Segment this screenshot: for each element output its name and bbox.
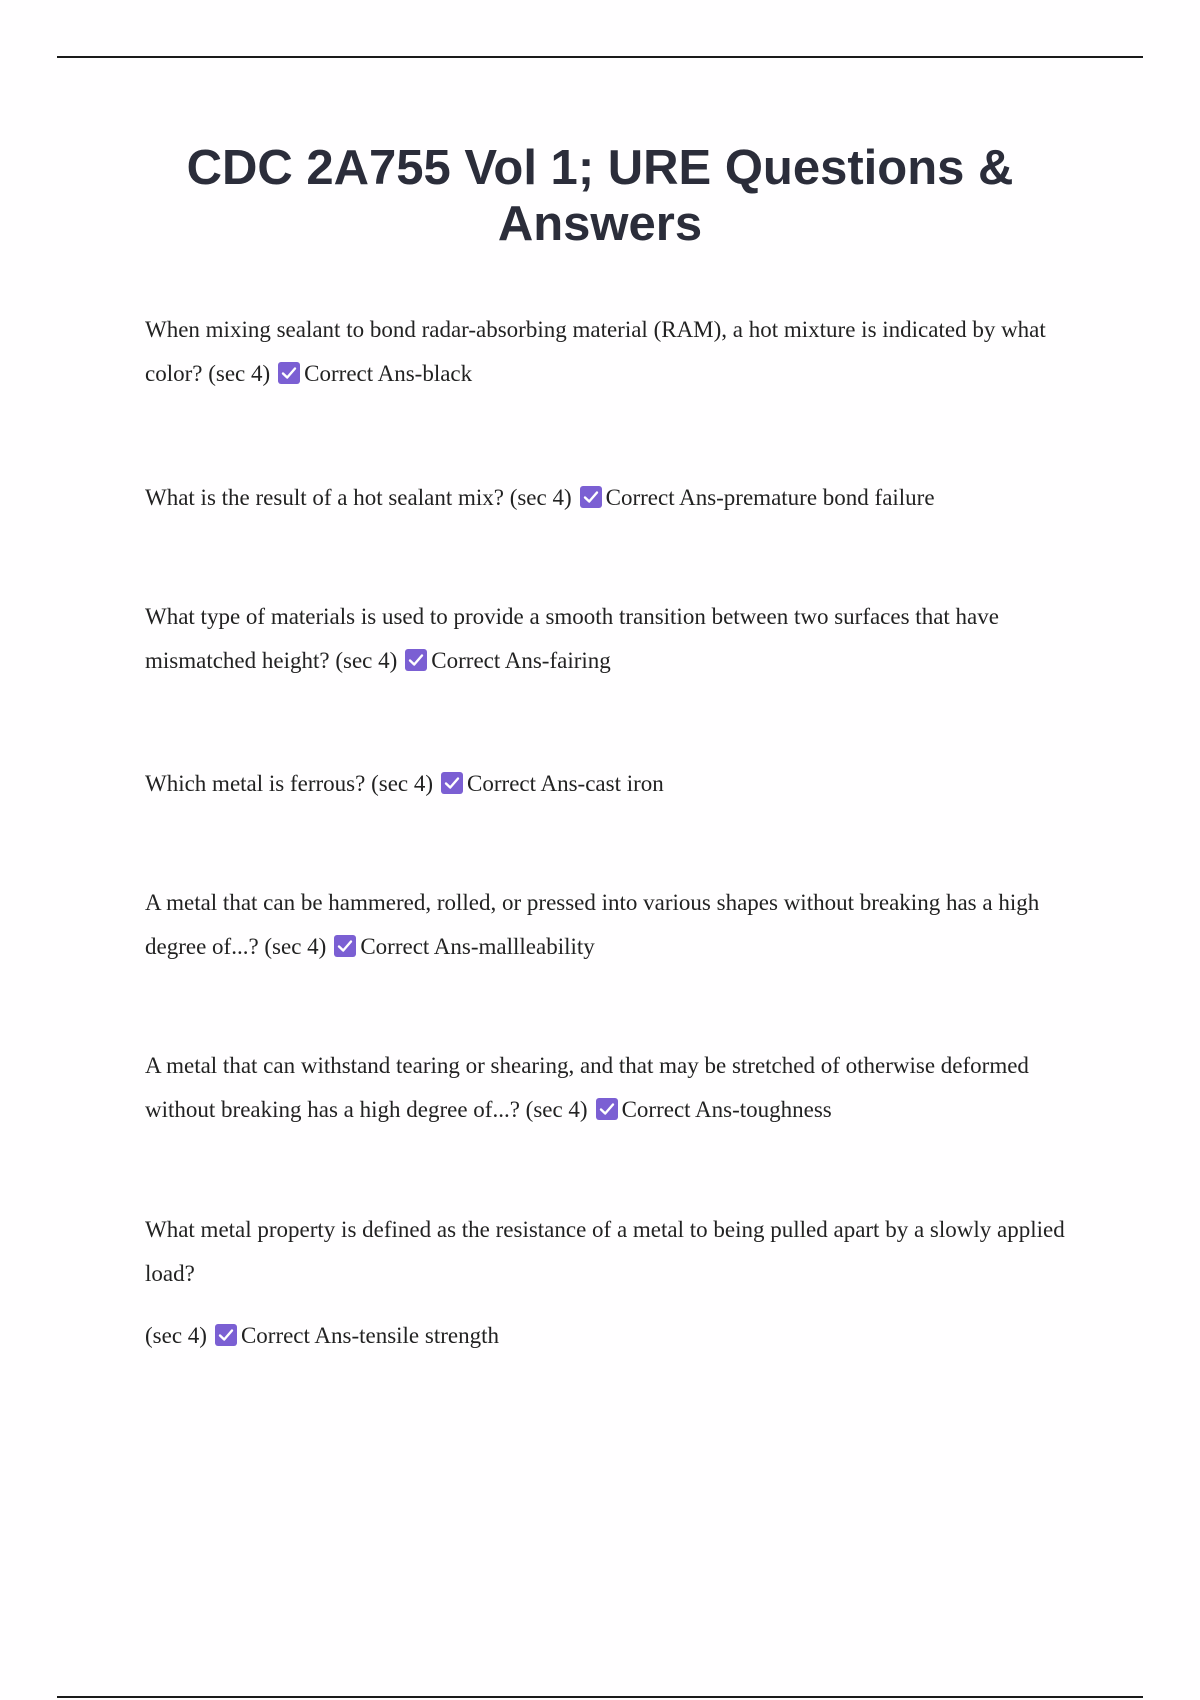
qa-line [145, 1044, 1095, 1132]
answer-text: Correct Ans-tensile strength [240, 1323, 499, 1348]
qa-item [145, 595, 1095, 683]
qa-line [145, 762, 1095, 806]
answer-text: Correct Ans-fairing [431, 648, 611, 673]
qa-line [145, 308, 1095, 396]
answer-text: Correct Ans-premature bond failure [605, 485, 935, 510]
top-divider [57, 56, 1143, 58]
question-text: What type of materials is used to provide a smooth transition between two surfaces that have mismatched height? (sec 4) [145, 604, 999, 673]
checkmark-box-icon [334, 935, 356, 957]
qa-item [145, 762, 1095, 806]
question-text: What metal property is defined as the resistance of a metal to being pulled apart by a slowly applied load? [145, 1217, 1065, 1286]
question-text: What is the result of a hot sealant mix? (sec 4) [145, 485, 572, 510]
answer-text: Correct Ans-black [304, 361, 473, 386]
document-title: CDC 2A755 Vol 1; URE Questions & Answers [186, 141, 1014, 251]
qa-item [145, 1208, 1095, 1358]
qa-item [145, 1044, 1095, 1132]
qa-item [145, 476, 1095, 520]
answer-text: Correct Ans-toughness [621, 1097, 832, 1122]
checkmark-box-icon [278, 362, 300, 384]
question-text: Which metal is ferrous? (sec 4) [145, 771, 434, 796]
qa-line [145, 1314, 1095, 1358]
qa-line [145, 476, 1095, 520]
question-text: A metal that can be hammered, rolled, or pressed into various shapes without breaking has a high degree of...? (sec 4) [145, 890, 1040, 959]
qa-item [145, 881, 1095, 969]
question-text: A metal that can withstand tearing or shearing, and that may be stretched of otherwise deformed without breaking has a high degree of...? (sec 4) [145, 1053, 1029, 1122]
qa-line [145, 881, 1095, 969]
bottom-divider [57, 1696, 1143, 1698]
answer-text: Correct Ans-cast iron [467, 771, 664, 796]
checkmark-box-icon [596, 1098, 618, 1120]
qa-line [145, 595, 1095, 683]
question-text: When mixing sealant to bond radar-absorbing material (RAM), a hot mixture is indicated by what color? (sec 4) [145, 317, 1046, 386]
checkmark-box-icon [405, 649, 427, 671]
answer-text: Correct Ans-mallleability [360, 934, 595, 959]
qa-item [145, 308, 1095, 396]
checkmark-box-icon [215, 1324, 237, 1346]
checkmark-box-icon [441, 772, 463, 794]
question-text-continued: (sec 4) [145, 1323, 207, 1348]
checkmark-box-icon [580, 486, 602, 508]
